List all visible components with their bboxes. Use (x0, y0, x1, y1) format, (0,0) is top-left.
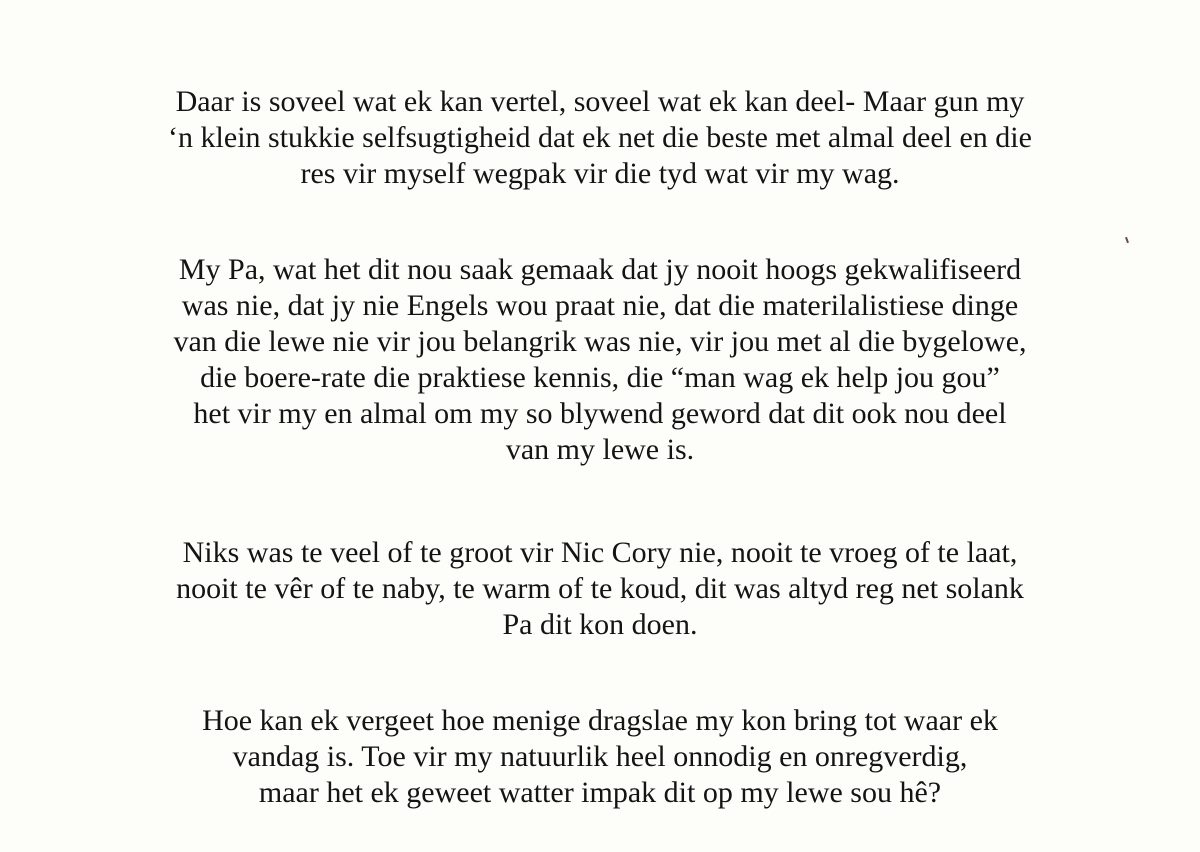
text-line: het vir my en almal om my so blywend geword dat dit ook nou deel (193, 397, 1007, 430)
paragraph-4 (20, 703, 1180, 811)
text-line: die boere-rate die praktiese kennis, die “man wag ek help jou gou” (200, 361, 1000, 394)
text-line: Niks was te veel of te groot vir Nic Cory nie, nooit te vroeg of te laat, (182, 536, 1018, 569)
text-line: was nie, dat jy nie Engels wou praat nie, dat die materilalistiese dinge (181, 289, 1019, 322)
text-line: vandag is. Toe vir my natuurlik heel onnodig en onregverdig, (232, 740, 968, 773)
text-line: My Pa, wat het dit nou saak gemaak dat jy nooit hoogs gekwalifiseerd (178, 253, 1022, 286)
text-line: maar het ek geweet watter impak dit op my lewe sou hê? (258, 776, 942, 809)
text-line: ‘n klein stukkie selfsugtigheid dat ek net die beste met almal deel en die (168, 121, 1032, 154)
text-line: van die lewe nie vir jou belangrik was nie, vir jou met al die bygelowe, (173, 325, 1027, 358)
text-line: Pa dit kon doen. (502, 608, 698, 641)
paragraph-2 (20, 252, 1180, 468)
paragraph-1 (20, 84, 1180, 192)
text-line: res vir myself wegpak vir die tyd wat vir my wag. (300, 157, 900, 190)
text-line: van my lewe is. (505, 433, 695, 466)
text-line: Hoe kan ek vergeet hoe menige dragslae my kon bring tot waar ek (202, 704, 998, 737)
text-line: nooit te vêr of te naby, te warm of te koud, dit was altyd reg net solank (176, 572, 1024, 605)
paragraph-3 (20, 535, 1180, 643)
ink-speck (1125, 237, 1129, 243)
text-line: Daar is soveel wat ek kan vertel, soveel wat ek kan deel- Maar gun my (175, 85, 1025, 118)
